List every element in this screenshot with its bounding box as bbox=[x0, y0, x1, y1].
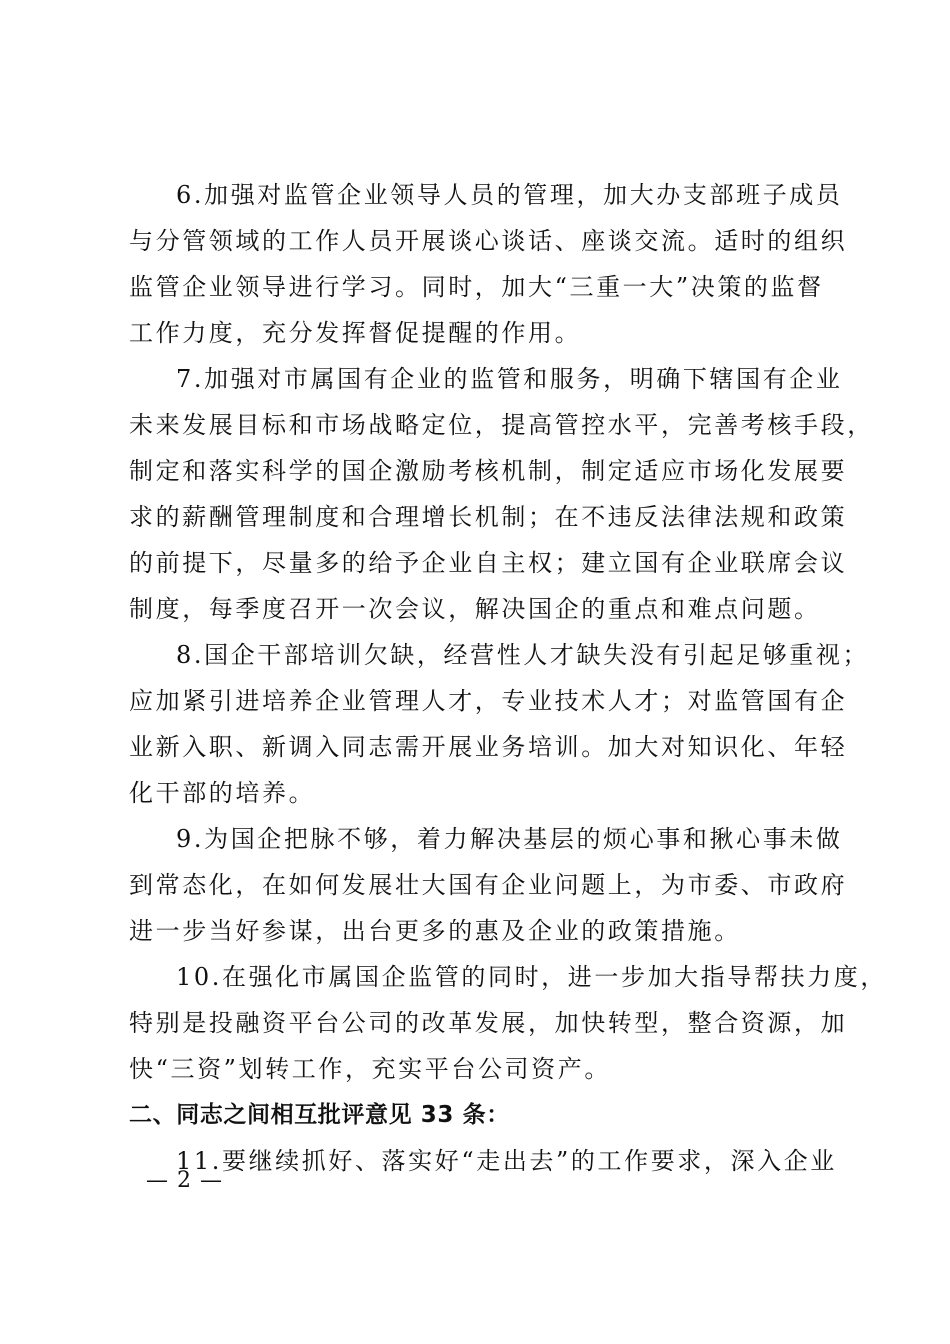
paragraph-line: 监管企业领导进行学习。同时，加大“三重一大”决策的监督 bbox=[129, 273, 824, 301]
paragraph-line: 快“三资”划转工作，充实平台公司资产。 bbox=[129, 1055, 611, 1083]
paragraph-line: 业新入职、新调入同志需开展业务培训。加大对知识化、年轻 bbox=[129, 733, 848, 761]
paragraph-10 bbox=[129, 954, 887, 1092]
paragraph-line: 特别是投融资平台公司的改革发展，加快转型，整合资源，加 bbox=[129, 1009, 848, 1037]
paragraph-line: 10.在强化市属国企监管的同时，进一步加大指导帮扶力度， bbox=[176, 963, 887, 991]
section-heading: 二、同志之间相互批评意见 33 条： bbox=[129, 1102, 510, 1128]
page-number: — 2 — bbox=[146, 1168, 223, 1193]
paragraph-line: 应加紧引进培养企业管理人才，专业技术人才；对监管国有企 bbox=[129, 687, 848, 715]
paragraph-8 bbox=[129, 632, 870, 816]
paragraph-6 bbox=[129, 172, 848, 356]
body-text bbox=[129, 172, 887, 1184]
paragraph-11 bbox=[129, 1138, 837, 1184]
paragraph-line: 制定和落实科学的国企激励考核机制，制定适应市场化发展要 bbox=[129, 457, 848, 485]
paragraph-9 bbox=[129, 816, 848, 954]
paragraph-line: 求的薪酬管理制度和合理增长机制；在不违反法律法规和政策 bbox=[129, 503, 848, 531]
paragraph-line: 未来发展目标和市场战略定位，提高管控水平，完善考核手段， bbox=[129, 411, 874, 439]
paragraph-line: 的前提下，尽量多的给予企业自主权；建立国有企业联席会议 bbox=[129, 549, 848, 577]
paragraph-line: 与分管领域的工作人员开展谈心谈话、座谈交流。适时的组织 bbox=[129, 227, 848, 255]
paragraph-7 bbox=[129, 356, 874, 632]
paragraph-line: 9.为国企把脉不够，着力解决基层的烦心事和揪心事未做 bbox=[176, 825, 843, 853]
paragraph-line: 进一步当好参谋，出台更多的惠及企业的政策措施。 bbox=[129, 917, 741, 945]
paragraph-line: 11.要继续抓好、落实好“走出去”的工作要求，深入企业 bbox=[176, 1147, 837, 1175]
paragraph-line: 化干部的培养。 bbox=[129, 779, 316, 807]
paragraph-line: 6.加强对监管企业领导人员的管理，加大办支部班子成员 bbox=[176, 181, 843, 209]
paragraph-line: 到常态化，在如何发展壮大国有企业问题上，为市委、市政府 bbox=[129, 871, 848, 899]
paragraph-line: 8.国企干部培训欠缺，经营性人才缺失没有引起足够重视； bbox=[176, 641, 870, 669]
paragraph-line: 7.加强对市属国有企业的监管和服务，明确下辖国有企业 bbox=[176, 365, 843, 393]
paragraph-line: 工作力度，充分发挥督促提醒的作用。 bbox=[129, 319, 582, 347]
paragraph-line: 制度，每季度召开一次会议，解决国企的重点和难点问题。 bbox=[129, 595, 821, 623]
